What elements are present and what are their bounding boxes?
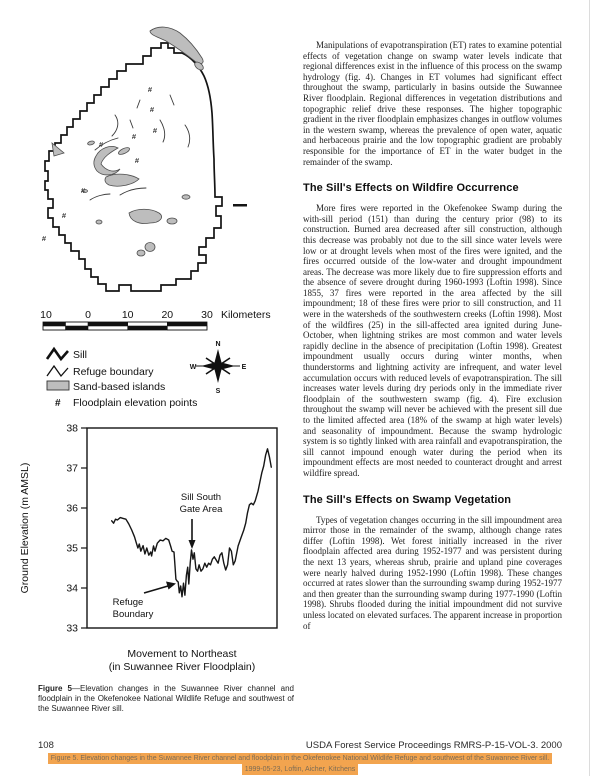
compass-n: N xyxy=(215,341,221,348)
elevation-profile-chart xyxy=(8,420,300,682)
floodplain-elevation-point: # xyxy=(149,105,155,114)
floodplain-elevation-point: # xyxy=(134,156,140,165)
scale-label: 10 xyxy=(121,309,134,321)
canal-dash xyxy=(233,204,247,207)
svg-text:Gate Area: Gate Area xyxy=(179,504,223,515)
refuge-boundary-symbol xyxy=(47,366,68,376)
scale-label: 20 xyxy=(161,309,174,321)
svg-text:(in Suwannee River Floodplain): (in Suwannee River Floodplain) xyxy=(108,661,256,673)
sill-line-symbol xyxy=(47,349,68,359)
floodplain-elevation-point: # xyxy=(98,140,104,149)
svg-text:Refuge: Refuge xyxy=(112,597,144,608)
page-number: 108 xyxy=(38,740,54,751)
scale-bar-segments xyxy=(43,322,207,330)
highlighted-caption-overlay xyxy=(0,753,600,775)
floodplain-elevation-point: # xyxy=(80,186,86,195)
highlighted-caption-line1: Figure 5. Elevation changes in the Suwannee River channel and floodplain in the Okefenokee National Wildlife Refuge and southwest of the Suwannee River sill. xyxy=(48,753,552,764)
legend-item-sand-islands: Sand-based islands xyxy=(73,381,166,393)
refuge-boundary-outline xyxy=(45,43,222,291)
floodplain-elevation-point: # xyxy=(147,85,153,94)
y-tick: 36 xyxy=(66,502,78,515)
scale-label: 0 xyxy=(85,309,91,321)
okefenokee-map-figure xyxy=(0,0,300,418)
svg-text:Movement to Northeast: Movement to Northeast xyxy=(127,648,237,660)
floodplain-elevation-point: # xyxy=(61,211,67,220)
map-legend xyxy=(47,349,197,409)
floodplain-elevation-point: # xyxy=(131,132,137,141)
y-tick: 34 xyxy=(66,582,78,595)
y-tick: 37 xyxy=(66,462,78,475)
x-axis-title xyxy=(109,648,256,673)
compass-w: W xyxy=(189,364,197,371)
svg-text:Boundary: Boundary xyxy=(112,609,154,620)
map-scale-bar xyxy=(40,309,270,330)
heading-swamp-vegetation: The Sill's Effects on Swamp Vegetation xyxy=(303,493,512,506)
y-tick: 38 xyxy=(66,422,78,435)
y-tick: 33 xyxy=(66,622,78,635)
paragraph-et-manipulations: Manipulations of evapotranspiration (ET) rates to examine potential effects of vegetation change on swamp water levels indicate that regional differences exist in the influence of this process on the swamp hydrology (fig. 4). Changes in ET volumes had significant effect throughout the swamp, particularly in basins outside the Suwannee River floodplain. Regional differences in vegetation distributions and topographic relief drive these responses. The higher topographic gradient in the river floodplain emphasizes changes in outflow volumes in the western swamp, whereas the prevalence of open water, aquatic and herbaceous prairie and the low topographic gradient are probably responsible for the importance of ET in the water budget in the remainder of the swamp. xyxy=(303,40,562,167)
scale-unit-label: Kilometers xyxy=(221,309,271,321)
compass-s: S xyxy=(215,388,221,395)
paragraph-vegetation: Types of vegetation changes occurring in the sill impoundment area mirror those in the remainder of the swamp, although change rates differ (Loftin 1998). Wet forest initially increased in the river floodplain affected area during 1952-1977 and was persistent during the next 13 years, whereas shrub, prairie and upland pine coverages were nearly halved during 1952-1990 (Loftin 1998). These changes occurred at rates slower than the surrounding swamp during 1952-1977 and then greater than the surrounding swamp during 1977-1990 (Loftin 1998). Shrubs flooded during the initial impoundment did not survive unless located on elevated surfaces. The apparent increase in proportion of xyxy=(303,514,562,631)
y-tick: 35 xyxy=(66,542,78,555)
footer-proceedings: USDA Forest Service Proceedings RMRS-P-15-VOL-3. 2000 xyxy=(305,740,562,751)
elevation-point-symbol: # xyxy=(55,398,61,409)
heading-wildfire-occurrence: The Sill's Effects on Wildfire Occurrence xyxy=(303,182,519,195)
floodplain-elevation-point: # xyxy=(152,126,158,135)
legend-item-elevation-points: Floodplain elevation points xyxy=(73,397,198,409)
scale-label: 10 xyxy=(40,309,52,321)
sand-island-swatch xyxy=(47,381,69,390)
legend-item-refuge-boundary: Refuge boundary xyxy=(73,366,154,378)
svg-text:Sill South: Sill South xyxy=(180,492,222,503)
sand-based-islands xyxy=(52,27,205,256)
compass-rose-icon xyxy=(190,341,247,395)
compass-e: E xyxy=(241,364,247,371)
figure-5-caption-text: —Elevation changes in the Suwannee River channel and floodplain in the Okefenokee National Wildlife Refuge and southwest of the Suwannee River sill. xyxy=(38,684,294,713)
right-text-column xyxy=(303,40,562,712)
highlighted-caption-line2: 1999-05-23, Loftin, Aicher, Kitchens xyxy=(242,764,359,775)
figure-5-caption-prefix: Figure 5 xyxy=(38,684,72,693)
scale-label: 30 xyxy=(201,309,213,321)
floodplain-elevation-point: # xyxy=(41,234,47,243)
y-axis-title: Ground Elevation (m AMSL) xyxy=(19,462,31,594)
scan-edge-artifact xyxy=(589,0,590,776)
paragraph-wildfire: More fires were reported in the Okefenokee Swamp during the with-sill period (151) than during the century prior (98) to its construction. Burned area decreased after sill construction, although this decrease was probably not due to the sill since water levels were low or at drought levels when most of the fires were ignited, and the fires occurred outside of the low-water and drought impoundment areas. The decrease was more likely due to fire suppression efforts and the absence of severe drought during 1960-1993 (Loftin 1998). Since 1855, 37 fires were reported in the area affected by the sill impoundment; 18 of these fires were prior to sill construction, and 11 were in the watersheds of the southwestern creeks (Loftin 1998). Most of the wildfires (25) in the sill-affected area ignited during June-October, when lightning strikes are most common and water levels rapidly decline in the absence of precipitation (Loftin 1998). Greatest impoundment usually occurs during winter months, when thunderstorms and lightning activity are infrequent, and water level accumulation occurs with reduced levels of evapotranspiration. The sill increases water levels during dry periods only in the immediate river floodplain of the southwestern swamp (fig. 4). Fire exclusion throughout the swamp will never be achieved with the present sill due to the limited affected area (18% of the swamp at high water levels) and seasonality of impoundment. Because the swamp hydrologic system is so tightly linked with area rainfall and evapotranspiration, the sill cannot impound enough water during the period when its impoundment effects are most needed to counteract drought and arrest wildfire spread. xyxy=(303,203,562,478)
y-axis xyxy=(19,423,87,635)
figure-5-caption xyxy=(38,684,294,714)
legend-item-sill: Sill xyxy=(73,349,88,361)
